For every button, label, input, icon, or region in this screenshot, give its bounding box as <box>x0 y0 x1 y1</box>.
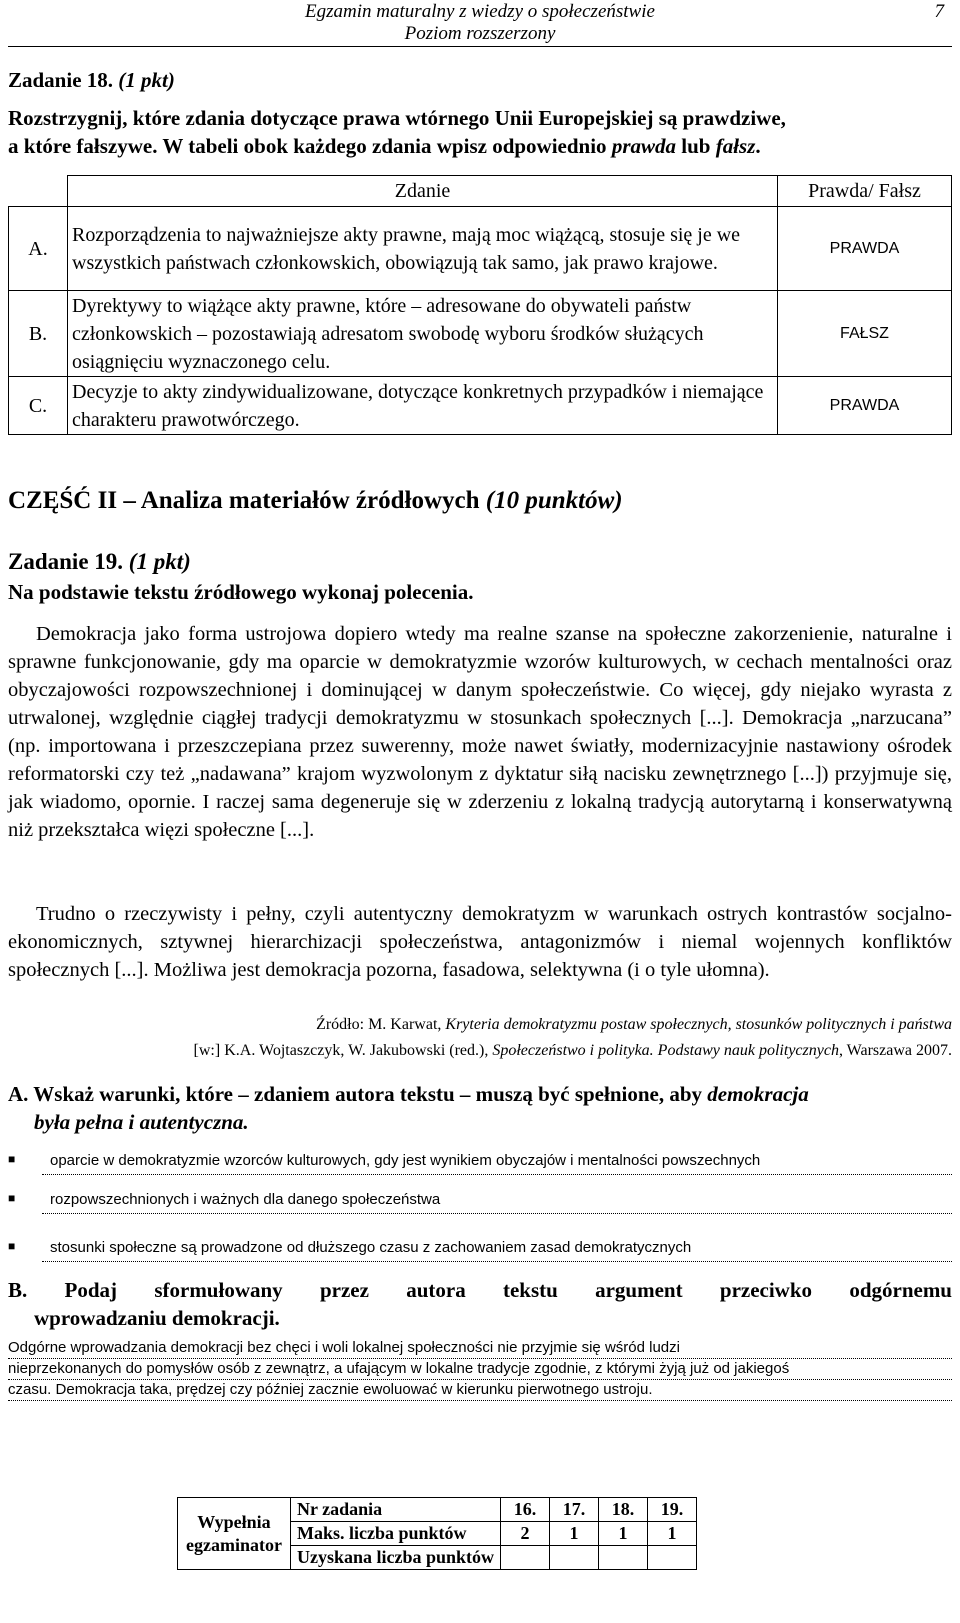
table-row <box>9 377 952 435</box>
answer-a-1[interactable] <box>8 1150 952 1178</box>
question-b <box>8 1276 952 1332</box>
examiner-label: Wypełnia egzaminator <box>178 1498 291 1570</box>
task18-instruction-line2: a które fałszywe. W tabeli obok każdego zdania wpisz odpowiednio prawda lub fałsz. <box>8 134 761 158</box>
max-points: 2 <box>501 1522 550 1546</box>
table-row <box>9 291 952 377</box>
question-a <box>8 1080 952 1136</box>
row-label: A. <box>9 207 68 291</box>
earned-points-cell[interactable] <box>648 1546 697 1570</box>
question-b-line1: B. Podaj sformułowany przez autora tekstu argument przeciwko odgórnemu <box>8 1278 952 1302</box>
answer-a-2[interactable] <box>8 1189 952 1217</box>
task18-heading <box>8 66 952 94</box>
task19-points: (1 pkt) <box>128 549 191 574</box>
source-citation-line2: [w:] K.A. Wojtaszczyk, W. Jakubowski (red.), Społeczeństwo i polityka. Podstawy nauk politycznych, Warszawa 2007. <box>193 1042 952 1059</box>
max-points: 1 <box>550 1522 599 1546</box>
question-a-line1: A. Wskaż warunki, które – zdaniem autora tekstu – muszą być spełnione, aby demokracja <box>8 1082 809 1106</box>
task-number: 17. <box>550 1498 599 1522</box>
max-points: 1 <box>599 1522 648 1546</box>
page-header <box>8 0 952 47</box>
task-number: 16. <box>501 1498 550 1522</box>
task18-instruction <box>8 104 952 160</box>
col-answer-header: Prawda/ Fałsz <box>778 176 952 207</box>
col-statement-header: Zdanie <box>68 176 778 207</box>
task-number: 19. <box>648 1498 697 1522</box>
task19-heading <box>8 548 952 576</box>
exam-level: Poziom rozszerzony <box>404 23 556 44</box>
answer-b[interactable] <box>8 1338 952 1401</box>
source-paragraph-2: Trudno o rzeczywisty i pełny, czyli autentyczny demokratyzm w warunkach ostrych kontrastów socjalno-ekonomicznych, sztywnej hierarchizacji społeczeństwa, antagonizmów i niemal wojennych konfliktów społecznych [...]. Możliwa jest demokracja pozorna, fasadowa, selektywna (i o tyle ułomna). <box>8 903 952 981</box>
row-answer[interactable]: PRAWDA <box>778 377 952 435</box>
row-label: B. <box>9 291 68 377</box>
answer-b-line: czasu. Demokracja taka, prędzej czy później zacznie ewoluować w kierunku pierwotnego ustroju. <box>8 1380 952 1401</box>
max-points: 1 <box>648 1522 697 1546</box>
statements-table <box>8 175 952 435</box>
earned-points-label: Uzyskana liczba punktów <box>290 1546 500 1570</box>
answer-b-line: Odgórne wprowadzania demokracji bez chęci i woli lokalnej społeczności nie przyjmie się wśród ludzi <box>8 1338 952 1359</box>
table-row <box>9 207 952 291</box>
task18-instruction-line1: Rozstrzygnij, które zdania dotyczące prawa wtórnego Unii Europejskiej są prawdziwe, <box>8 106 786 130</box>
bullet-icon: ■ <box>8 1152 16 1166</box>
question-b-line2: wprowadzaniu demokracji. <box>34 1306 280 1330</box>
part2-points: (10 punktów) <box>485 487 623 514</box>
row-answer[interactable]: PRAWDA <box>778 207 952 291</box>
answer-text: rozpowszechnionych i ważnych dla danego społeczeństwa <box>50 1191 441 1208</box>
answer-a-3[interactable] <box>8 1237 952 1265</box>
task18-points: (1 pkt) <box>118 68 175 92</box>
source-paragraph-1: Demokracja jako forma ustrojowa dopiero wtedy ma realne szanse na społeczne zakorzenienie, naturalne i sprawne funkcjonowanie, gdy ma oparcie w demokratyzmie wzorów kulturowych, w cechach mentalności oraz obyczajowości rozpowszechnionej i dominującej w danym społeczeństwie. Co więcej, gdy niejako wyrasta z utrwalonej, względnie ciągłej tradycji demokratyzmu w stosunkach społecznych [...]. Demokracja „narzucana” (np. importowana i przeszczepiana przez suwerenny, może nawet światły, modernizacyjnie nastawiony ośrodek reformatorski czy też „nadawana” krajom wyzwolonym z dyktatur siłą nacisku zewnętrznego [...]) przyjmuje się, jak wiadomo, opornie. I raczej sama degeneruje się w zderzeniu z lokalną tradycją autorytarną i konserwatywną niż przekształca więzi społeczne [...]. <box>8 623 952 841</box>
part2-heading <box>8 486 952 516</box>
row-statement: Decyzje to akty zindywidualizowane, dotyczące konkretnych przypadków i niemające charakteru prawotwórczego. <box>68 377 778 435</box>
row-statement: Dyrektywy to wiążące akty prawne, które – adresowane do obywateli państw członkowskich – pozostawiają adresatom swobodę wyboru środków służących osiągnięciu wyznaczonego celu. <box>68 291 778 377</box>
bullet-icon: ■ <box>8 1239 16 1253</box>
task19-title: Zadanie 19. <box>8 549 129 574</box>
row-statement: Rozporządzenia to najważniejsze akty prawne, mają moc wiążącą, stosuje się je we wszystkich państwach członkowskich, obowiązują tak samo, jak prawo krajowe. <box>68 207 778 291</box>
exam-title: Egzamin maturalny z wiedzy o społeczeństwie <box>305 1 655 22</box>
source-citation-line1: Źródło: M. Karwat, Kryteria demokratyzmu postaw społecznych, stosunków politycznych i państwa <box>316 1016 952 1033</box>
max-points-label: Maks. liczba punktów <box>290 1522 500 1546</box>
answer-text: oparcie w demokratyzmie wzorców kulturowych, gdy jest wynikiem obyczajów i mentalności powszechnych <box>50 1152 761 1169</box>
question-a-line2: była pełna i autentyczna. <box>34 1110 249 1134</box>
answer-text: stosunki społeczne są prowadzone od dłuższego czasu z zachowaniem zasad demokratycznych <box>50 1239 692 1256</box>
row-label: C. <box>9 377 68 435</box>
bullet-icon: ■ <box>8 1191 16 1205</box>
task19-instruction: Na podstawie tekstu źródłowego wykonaj polecenia. <box>8 580 474 604</box>
task-number: 18. <box>599 1498 648 1522</box>
page-number: 7 <box>934 1 944 22</box>
task-number-label: Nr zadania <box>290 1498 500 1522</box>
part2-title: CZĘŚĆ II – Analiza materiałów źródłowych <box>8 487 486 514</box>
earned-points-cell[interactable] <box>550 1546 599 1570</box>
answer-b-line: nieprzekonanych do pomysłów osób z zewnątrz, a ufającym w lokalne tradycje zgodnie, z którymi żyją już od jakiegoś <box>8 1359 952 1380</box>
earned-points-cell[interactable] <box>501 1546 550 1570</box>
examiner-score-table <box>177 1497 697 1570</box>
earned-points-cell[interactable] <box>599 1546 648 1570</box>
row-answer[interactable]: FAŁSZ <box>778 291 952 377</box>
task18-title: Zadanie 18. <box>8 68 119 92</box>
